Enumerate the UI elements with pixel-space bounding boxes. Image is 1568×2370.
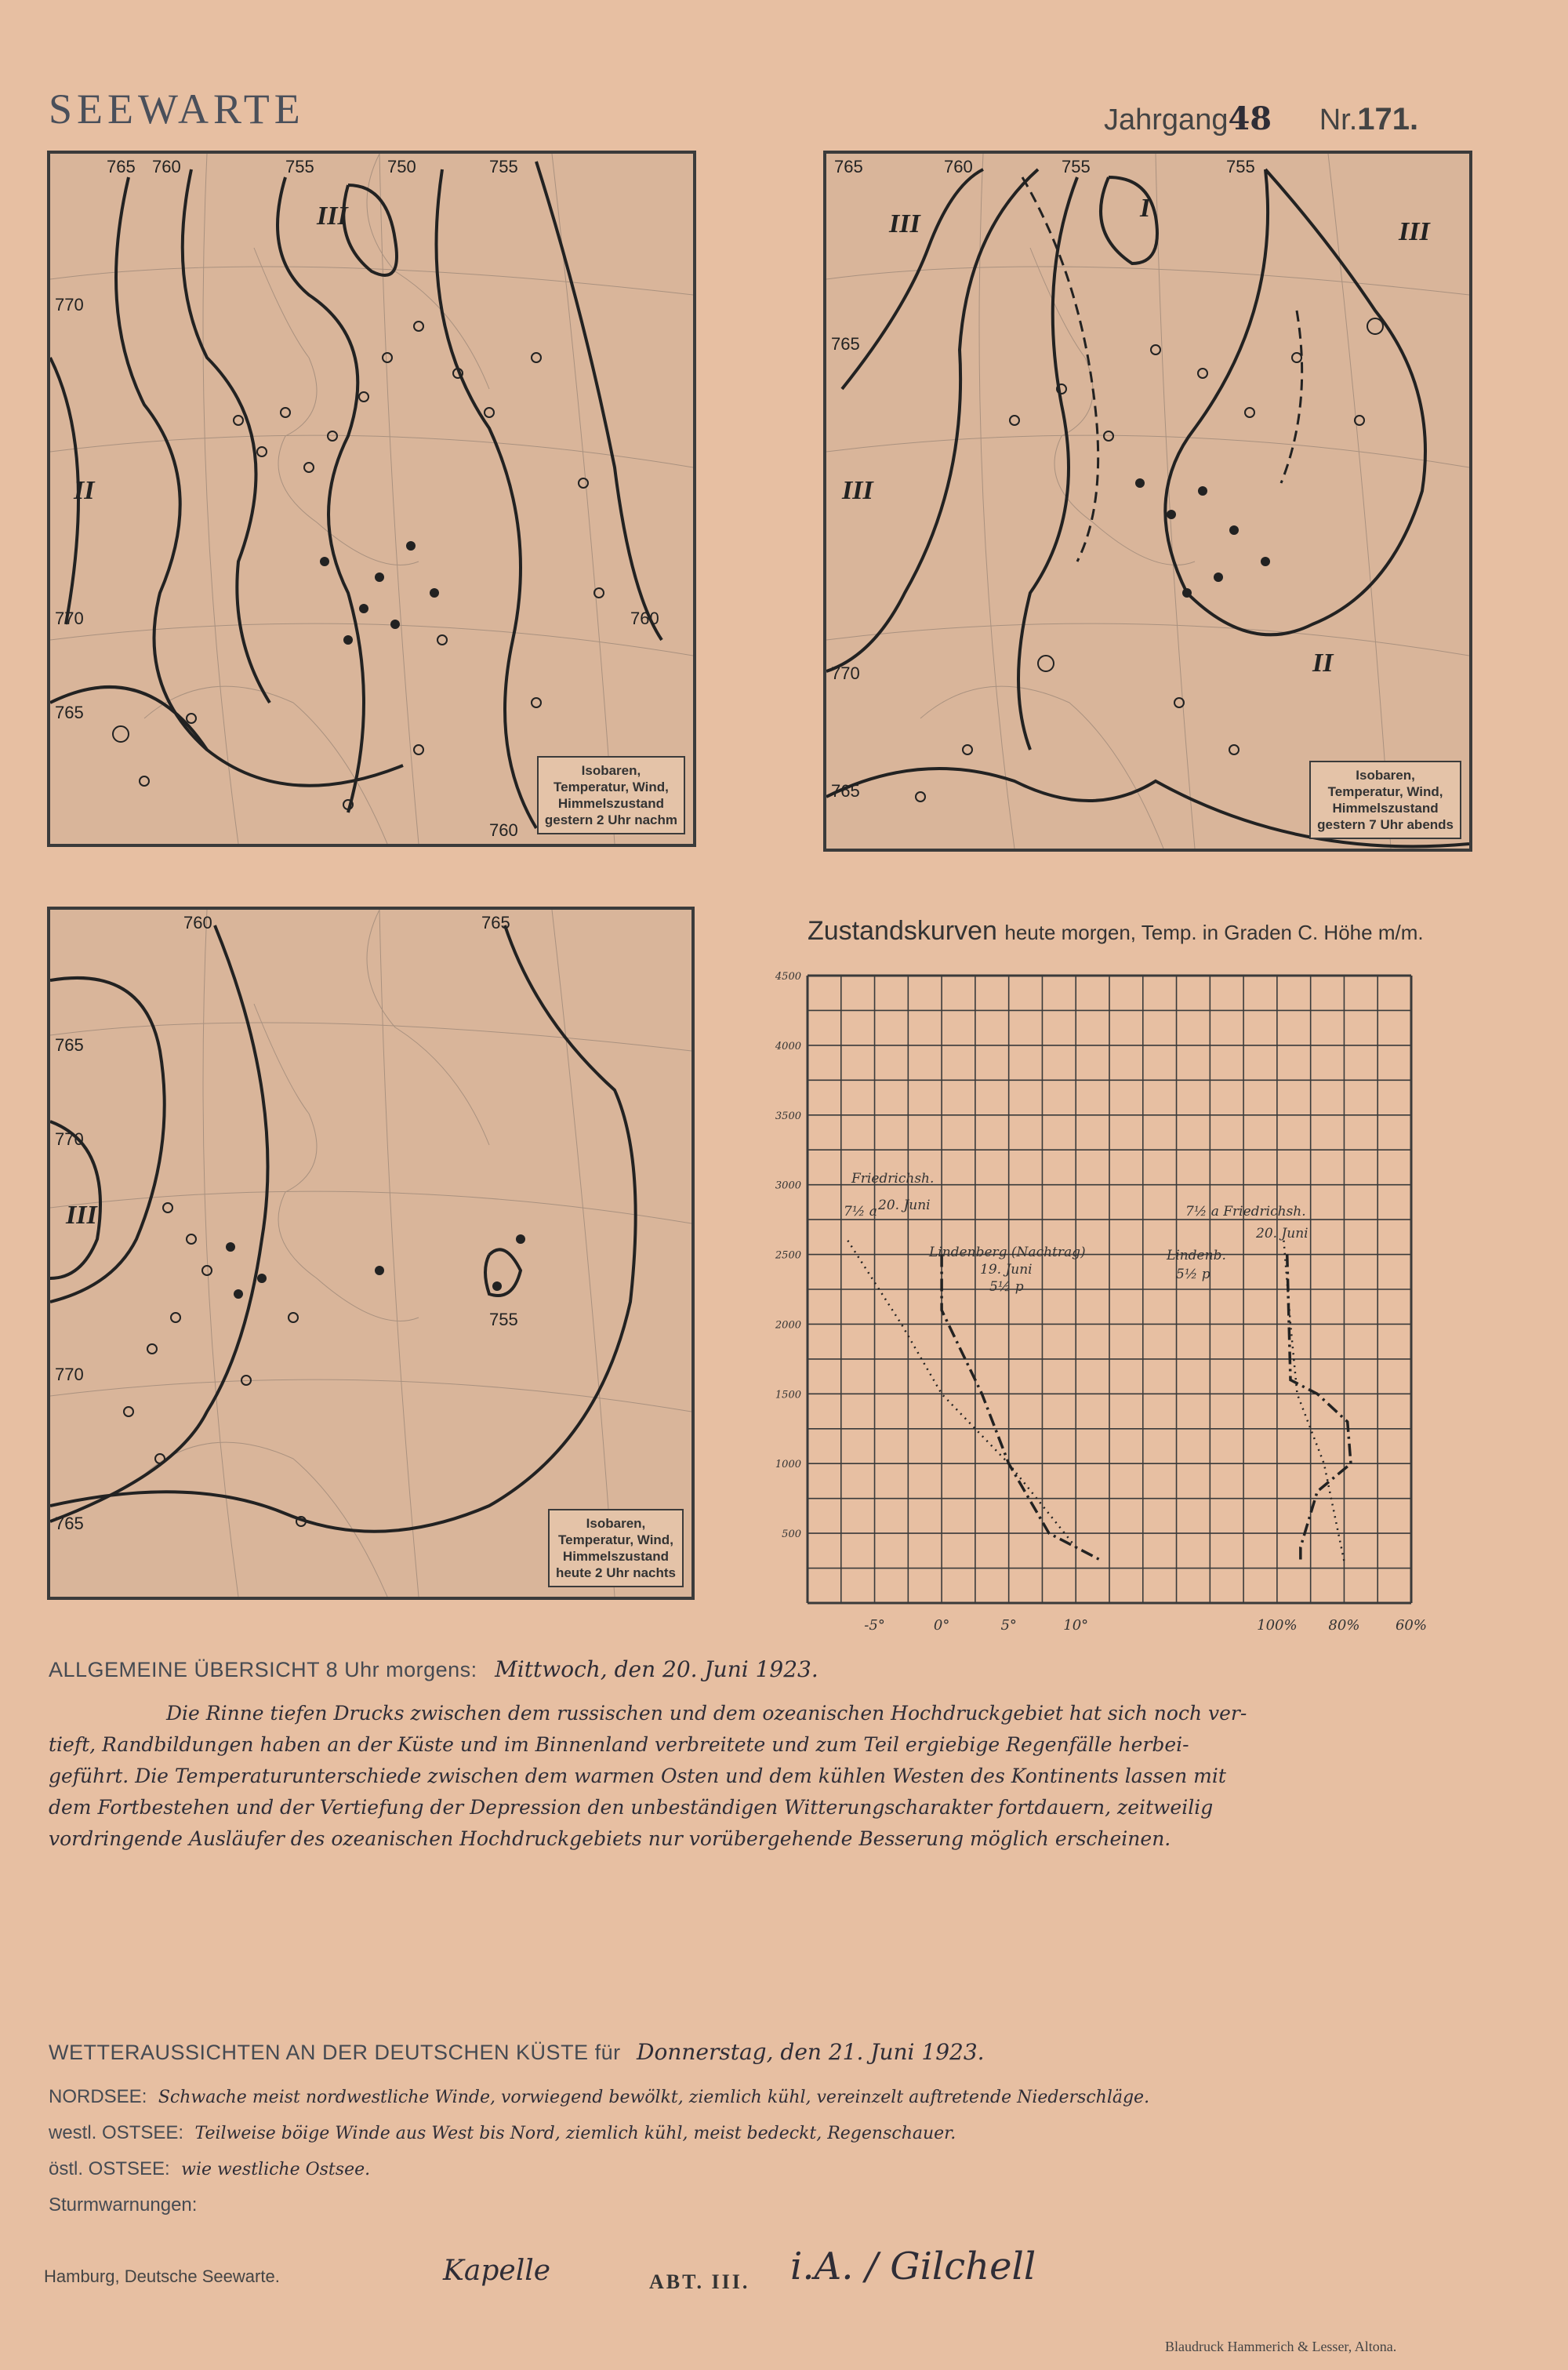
forecast-date: Donnerstag, den 21. Juni 1923. <box>637 2039 985 2065</box>
isobar-label: 765 <box>481 913 510 932</box>
printer-credit: Blaudruck Hammerich & Lesser, Altona. <box>1165 2339 1397 2354</box>
isobar-label: 770 <box>55 1365 84 1384</box>
isobar-label: 755 <box>1062 157 1091 176</box>
x-axis-ticks <box>864 1617 1427 1634</box>
pressure-mark: II <box>74 476 95 505</box>
isobar-label: 770 <box>831 663 860 683</box>
isobar-map-1 <box>50 154 693 844</box>
isobar-label: 760 <box>152 157 181 176</box>
isobar-label: 765 <box>834 157 863 176</box>
svg-text:7½ a Friedrichsh.: 7½ a Friedrichsh. <box>1185 1204 1306 1220</box>
summary-text: Die Rinne tiefen Drucks zwischen dem russischen und dem ozeanischen Hochdruckgebiet hat sich noch ver- tieft, Randbildungen haben an der Küste und im Binnenland verbreitete und zum Teil ergiebige Regenfälle herbei- geführt. Die Temperaturunterschiede zwischen dem warmen Osten und dem kühlen Westen des Kontinents lassen mit dem Fortbestehen und der Vertiefung der Depression den unbeständigen Witterungscharakter fortdauern, zeitweilig vordringende Ausläufer des ozeanischen Hochdruckgebiets nur vorübergehende Besserung möglich erscheinen. <box>49 1702 1247 1850</box>
x-tick-label: 80% <box>1328 1617 1360 1634</box>
y-tick-label: 4500 <box>775 971 801 983</box>
pressure-mark: I <box>1140 194 1151 223</box>
forecast-row: östl. OSTSEE: wie westliche Ostsee. <box>49 2158 371 2179</box>
x-tick-label: 10° <box>1063 1617 1089 1634</box>
svg-text:Lindenb.: Lindenb. <box>1167 1248 1226 1263</box>
summary-date: Mittwoch, den 20. Juni 1923. <box>495 1656 818 1682</box>
y-tick-label: 3000 <box>775 1180 801 1192</box>
summary-heading: ALLGEMEINE ÜBERSICHT 8 Uhr morgens: Mittwoch, den 20. Juni 1923. <box>49 1656 818 1682</box>
isobar-label: 760 <box>630 609 659 628</box>
y-tick-label: 4000 <box>775 1040 801 1052</box>
nr-value: 171. <box>1357 102 1419 136</box>
y-tick-label: 500 <box>782 1529 801 1541</box>
isobar-label: 750 <box>387 157 416 176</box>
isobar-label: 760 <box>489 820 518 840</box>
svg-text:Friedrichsh.: Friedrichsh. <box>851 1171 935 1187</box>
isobar-label: 765 <box>831 334 860 354</box>
svg-text:7½ a: 7½ a <box>844 1204 877 1220</box>
isobar-map-3 <box>50 910 691 1597</box>
isobar-label: 765 <box>107 157 136 176</box>
y-tick-label: 2500 <box>775 1249 801 1262</box>
signature-1: Kapelle <box>443 2255 551 2287</box>
issue-info <box>1104 100 1418 137</box>
chart-curves <box>848 1241 1351 1561</box>
page-title: SEEWARTE <box>49 85 305 133</box>
forecast-row: NORDSEE: Schwache meist nordwestliche Winde, vorwiegend bewölkt, ziemlich kühl, vereinzelt auftretende Niederschläge. <box>49 2086 1150 2107</box>
svg-text:5½ p: 5½ p <box>1176 1267 1210 1282</box>
footer-place: Hamburg, Deutsche Seewarte. <box>44 2266 280 2286</box>
isobar-label: 770 <box>55 1129 84 1149</box>
svg-text:Lindenberg (Nachtrag): Lindenberg (Nachtrag) <box>929 1245 1086 1260</box>
isobar-label: 760 <box>183 913 212 932</box>
x-tick-label: -5° <box>864 1617 885 1634</box>
pressure-mark: II <box>1312 649 1334 678</box>
weather-map-2 <box>823 151 1472 852</box>
isobar-label: 765 <box>55 703 84 722</box>
x-tick-label: 5° <box>1000 1617 1017 1634</box>
svg-text:20. Juni: 20. Juni <box>1256 1226 1308 1241</box>
pressure-mark: III <box>317 202 348 231</box>
svg-text:19. Juni: 19. Juni <box>980 1262 1033 1278</box>
x-tick-label: 100% <box>1257 1617 1298 1634</box>
isobar-label: 770 <box>55 295 84 314</box>
y-tick-label: 2000 <box>775 1319 801 1332</box>
series-curve <box>1287 1255 1351 1561</box>
y-axis-ticks <box>775 971 801 1540</box>
isobar-label: 755 <box>1226 157 1255 176</box>
jahrgang-value: 48 <box>1228 100 1272 137</box>
forecast-row: westl. OSTSEE: Teilweise böige Winde aus West bis Nord, ziemlich kühl, meist bedeckt, Regenschauer. <box>49 2122 956 2143</box>
pressure-mark: III <box>889 209 920 238</box>
x-tick-label: 0° <box>933 1617 950 1634</box>
map-caption-2: Isobaren, Temperatur, Wind, Himmelszustand gestern 7 Uhr abends <box>1309 761 1461 839</box>
jahrgang-label: Jahrgang <box>1104 104 1229 136</box>
weather-map-1 <box>47 151 696 847</box>
isobar-label: 770 <box>55 609 84 628</box>
chart-grid <box>808 976 1411 1603</box>
isobar-label: 755 <box>489 157 518 176</box>
forecast-row: Sturmwarnungen: <box>49 2194 198 2216</box>
isobar-label: 765 <box>55 1514 84 1533</box>
isobar-map-2 <box>826 154 1469 849</box>
state-curves-chart <box>753 949 1466 1639</box>
isobar-label: 765 <box>831 781 860 801</box>
pressure-mark: III <box>1399 217 1430 246</box>
x-tick-label: 60% <box>1395 1617 1428 1634</box>
isobar-label: 755 <box>489 1310 518 1329</box>
department-label: ABT. III. <box>649 2270 750 2293</box>
isobar-label: 760 <box>944 157 973 176</box>
forecast-heading: WETTERAUSSICHTEN AN DER DEUTSCHEN KÜSTE für Donnerstag, den 21. Juni 1923. <box>49 2039 985 2065</box>
chart-title: Zustandskurven heute morgen, Temp. in Graden C. Höhe m/m. <box>808 916 1424 946</box>
map-caption-1: Isobaren, Temperatur, Wind, Himmelszustand gestern 2 Uhr nachm <box>537 756 685 834</box>
pressure-mark: III <box>66 1201 97 1230</box>
svg-text:5½ p: 5½ p <box>989 1279 1024 1295</box>
pressure-mark: III <box>842 476 873 505</box>
svg-text:20. Juni: 20. Juni <box>878 1198 931 1213</box>
isobar-label: 755 <box>285 157 314 176</box>
map-caption-3: Isobaren, Temperatur, Wind, Himmelszustand heute 2 Uhr nachts <box>548 1509 684 1587</box>
y-tick-label: 3500 <box>775 1110 801 1122</box>
series-curve <box>1283 1241 1344 1561</box>
forecast-rows <box>49 2086 1460 2230</box>
y-tick-label: 1500 <box>775 1389 801 1401</box>
isobar-label: 765 <box>55 1035 84 1055</box>
signature-2: i.A. / Gilchell <box>790 2245 1036 2288</box>
nr-label: Nr. <box>1319 104 1358 136</box>
series-curve <box>942 1255 1102 1561</box>
weather-map-3 <box>47 907 695 1600</box>
y-tick-label: 1000 <box>775 1459 801 1471</box>
